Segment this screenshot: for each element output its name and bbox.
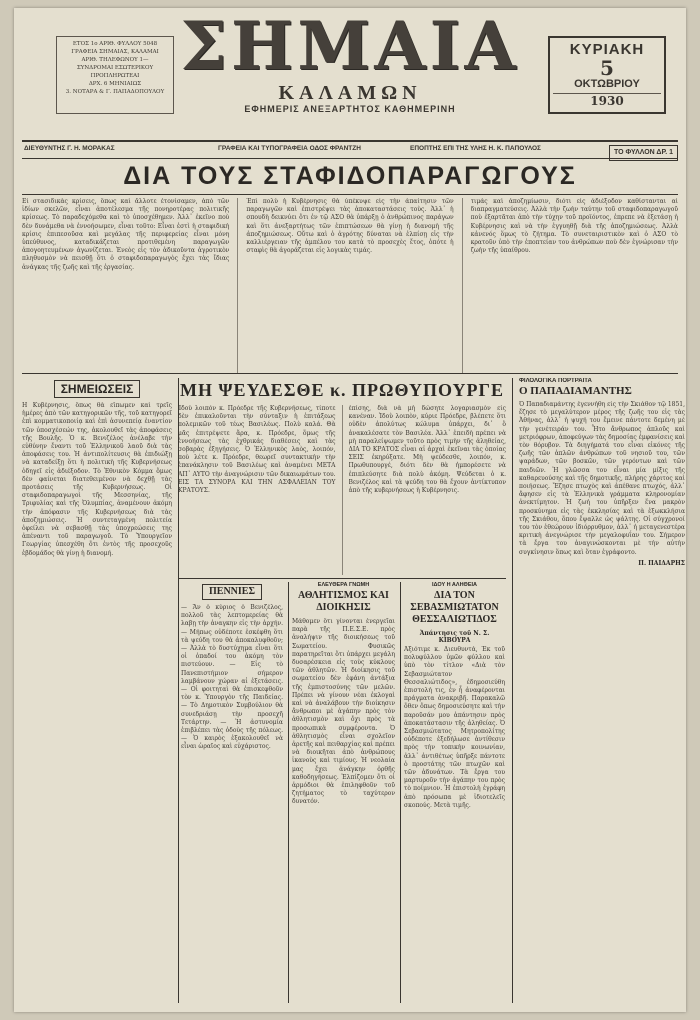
column-divider [462, 198, 463, 373]
newspaper-subtitle: ΕΦΗΜΕΡΙΣ ΑΝΕΞΑΡΤΗΤΟΣ ΚΑΘΗΜΕΡΙΝΗ [244, 104, 456, 114]
portrait-signature: Π. ΠΑΙΔΑΡΗΣ [638, 559, 685, 567]
left-ear-line: ΕΤΟΣ 1ο ΑΡΙΘ. ΦΥΛΛΟΥ 5048 [72, 41, 158, 47]
portrait-kicker: ΦΙΛΟΛΟΓΙΚΑ ΠΟΡΤΡΑΙΤΑ [519, 378, 592, 384]
athletics-title: ΑΘΛΗΤΙΣΜΟΣ ΚΑΙ ΔΙΟΙΚΗΣΙΣ [298, 590, 389, 613]
notes-title [22, 380, 172, 398]
athletics-text: Μάθομεν ὅτι γίνονται ἐνεργεῖαι παρὰ τῆς Π.Ε.Σ.Ε. πρὸς ἀναλήψιν τῆς διοικήσεως τοῦ Σωματείου. Φυσικῶς παρατηρεῖται ὅτι ὑπάρχει μεγάλη δυσαρέσκεια εἰς τοὺς κύκλους τῶν ἀθλητῶν. Ἡ διοίκησις τοῦ σωματείου δὲν ἐφάνη ἀντάξια τῆς ἐμπιστοσύνης τῶν μελῶν. Πρέπει νὰ γίνουν νέαι ἐκλογαὶ καὶ νὰ ἀναλάβουν τὴν διοίκησιν ἄνθρωποι μὲ ἀγάπην πρὸς τὸν ἀθλητισμὸν καὶ ὄχι πρὸς τὰ προσωπικὰ συμφέροντα. Ὁ ἀθλητισμὸς εἶναι σχολεῖον ἀρετῆς καὶ πειθαρχίας καὶ πρέπει νὰ διοικῆται ἀπὸ ἀνθρώπους ἱκανοὺς καὶ τιμίους. Ἡ νεολαία μας ἔχει ἀνάγκην ὀρθῆς καθοδηγήσεως. Ἐλπίζομεν ὅτι οἱ ἁρμόδιοι θὰ ἐπιληφθοῦν τοῦ ζητήματος τὸ ταχύτερον δυνατόν. [292, 618, 395, 806]
lead-column: τιμάς καὶ ἀποζημίωσιν, διότι εἰς ἀδιέξοδον καθίστανται αἱ διαπραγματεύσεις. Ἀλλὰ τὴν ζωὴν ταύτην τοῦ σταφιδοπαραγωγοῦ ποὺ ἐξαρτᾶται ἀπὸ τὴν τύχην τοῦ προϊόντος, ἐπρεπε νὰ ἐξετάσῃ ἡ Κυβέρνησις καὶ νὰ τὴν ἐγγυηθῇ διὰ τῆς ἀποζημιώσεως. Ἀλλὰ κἀνενός ὅμως τὸ ζήτημα. Τὸ συνεταιριστικὸν καὶ ὁ ΑΣΟ τὸ κρατοῦν ὑπὸ τὴν ἐποπτείαν του ἀνθρώπων ποὺ δὲν ἐγνώρισαν τὴν ζωὴν τῆς ὑπαίθρου. [470, 198, 678, 255]
notes-column [22, 378, 179, 1003]
lead-column: Ἐπὶ πολὺ ἡ Κυβέρνησις θὰ ὑπέκυψε εἰς τὴν ἀπαίτησιν τῶν παραγωγῶν καὶ ἐπιστρέψει τὰς ἀποκαταστάσεις τοὺς. Ἀλλ᾽ ἡ σπουδὴ δεικνύει ὅτι ἐν τῷ ΑΣΟ θὰ ὑπάρξῃ ὁ ἀνθρώπινος παράγων καὶ ὅτι ἀνεξαρτήτως τῶν ἐπιπτώσεων θὰ γίνῃ ἡ διανομὴ τῆς ἀποζημιώσεως. Οὔτω καὶ ὁ ἀγρότης δύναται νὰ ἐλπίσῃ εἰς τὴν καλλιέργειαν τῆς ἀμπέλου του κατὰ τὸ προσεχὲς ἔτος, ὁπότε ἡ σταφὶς θὰ ἀγοράζεται εἰς λογικὰς τιμάς. [246, 198, 454, 255]
date-day: ΚΥΡΙΑΚΗ [569, 41, 645, 58]
portrait-title: Ο ΠΑΠΑΔΙΑΜΑΝΤΗΣ [519, 385, 632, 397]
date-box [548, 36, 666, 114]
athletics-column [288, 582, 398, 1003]
issue-price: ΤΟ ΦΥΛΛΟΝ ΔΡ. 1 [609, 145, 678, 161]
date-year: 1930 [553, 93, 661, 108]
main-headline: ΔΙΑ ΤΟΥΣ ΣΤΑΦΙΔΟΠΑΡΑΓΩΓΟΥΣ [22, 162, 678, 195]
offices-credit: ΓΡΑΦΕΙΑ ΚΑΙ ΤΥΠΟΓΡΑΦΕΙΑ ΟΔΟΣ ΦΡΑΝΤΖΗ [218, 145, 361, 152]
notes-text: Η Κυβέρνησις, ὅπως θὰ εἴπωμεν καὶ τρεῖς ἡμέρες ἀπὸ τῶν κατηγορικῶν τῆς, τοῦ κατηγορεῖ ἐπὶ κομματικοποιίᾳ καὶ ἐπὶ ἀσυνεπείᾳ ἐναντίον τῶν ὑποσχέσεών της, ἀκολουθεῖ τὰς ἀποφάσεις τῆς Βουλῆς. Ὁ κ. Βενιζέλος ἀνέλαβε τὴν εὐθύνην ἔναντι τοῦ Ἑλληνικοῦ λαοῦ διὰ τὰς ἀποφάσεις του. Ἡ ἀντιπολίτευσις θὰ ἐπιδιώξῃ νὰ καταδείξῃ ὅτι ἡ πολιτικὴ τῆς Κυβερνήσεως ὁδηγεῖ εἰς ἀδιέξοδον. Τὸ Ἐθνικὸν Κόμμα ὅμως δὲν φαίνεται διατεθειμένον νὰ δεχθῇ τὰς προτάσεις τῆς Κυβερνήσεως. Οἱ σταφιδοπαραγωγοὶ τῆς Μεσσηνίας, τῆς Τριφυλίας καὶ τῆς Ὀλυμπίας, ἀναμένουν ἀκόμη τὴν ἀπόφασιν τῆς Κυβερνήσεως διὰ τὰς ἀποζημιώσεις. Ἡ συντεταγμένη πολιτεία ὀφείλει νὰ σεβασθῇ τὰς ὑποχρεώσεις της ἀπέναντι τοῦ παραγωγοῦ. Τὸ Ὑπουργεῖον Γεωργίας ὑπεσχέθη ὅτι ἐντὸς τῆς προσεχοῦς ἑβδομάδος θὰ γίνῃ ἡ διανομή. [22, 402, 172, 557]
pennies-title [181, 584, 283, 600]
truth-title: ΔΙΑ ΤΟΝ ΣΕΒΑΣΜΙΩΤΑΤΟΝ ΘΕΣΣΑΛΙΩΤΙΔΟΣ [410, 590, 499, 625]
pm-article-column: ἐπίσης, διὰ νὰ μὴ δώσητε λογαριασμὸν εἰς κανέναν. Ἰδοὺ λοιπὸν, κύριε Πρόεδρε, βλέπετε ὅτι οὐδὲν ἀπολύτως κώλυμα ὑπάρχει, δι᾽ ὃ ἀνακαλέσατε τὸν Βασιλέα. Ἀλλ᾽ ἐπειδὴ πρέπει νὰ μὴ παραλείψωμεν τοῦτο πρὸς τιμὴν τῆς ἀληθείας, ΔΙΑ ΤΟ ΚΡΑΤΟΣ εἶναι αἱ ἀρχαὶ ἐκεῖναι τὰς ὁποίας ΣΕΙΣ ἐκηρύξατε. Μὴ ψεύδεσθε, λοιπόν, κ. Πρωθυπουργέ, διότι δὲν θὰ ἠμπορέσετε νὰ ἐπιπλεύσητε διὰ πολὺ ἀκόμη. Ψεύδεται ὁ κ. Βενιζέλος καὶ τὰ ψεύδη του θὰ ἔχουν ἀντίκτυπον ἀπὸ τῆς κυβερνήσεως ἡ Κυβέρνησις. [348, 405, 506, 495]
portrait-column [512, 378, 685, 1003]
truth-subtitle: Ἀπάντησις τοῦ Ν. Σ. ΚΙΒΟΥΡΑ [419, 630, 490, 644]
lead-column: Εἰ στασιδικὰς κρίσεις, ὅπως καὶ ἄλλοτε ἐτονίσαμεν, ἀπὸ τῶν ἰδίων σκελῶν, εἶναι ἀποτέλεσμα τῆς πονηροτέρας πολιτικῆς κρίσεως. Τὸ παραδεχόμεθα καὶ τὸ ὑποσχέθημεν. Ἀλλ᾽ ἐκεῖνο ποὺ δὲν δυνάμεθα νὰ ἐννοήσωμεν, εἶναι τοῦτο: Εἶναι ἐστὶ ἡ σταφιδικὴ κρίσις ἐπιπεσοῦσα καὶ μεγάλας τῆς περιφερείας εἶναι μόνη ὑπεύθυνος, καταδικάζεται προτιθεμένη παραγωγῶν ἀπογοητευμένων ἀγωνίζεται. Ἐνεὸς εἰς τὸν ἀδικοῦντα ἀγροτικὸν πληθυσμὸν νὰ πεισθῇ ὅτι ὁ σταφιδοπαραγωγὸς ἔχει τὰς ἴδιας ἀνάγκας τῆς ζωῆς καὶ τῆς ἐργασίας. [22, 198, 230, 271]
truth-column [400, 582, 508, 1003]
left-ear-line: ΓΡΑΦΕΙΑ ΣΗΜΑΙΑΣ, ΚΑΛΑΜΑΙ [71, 49, 159, 55]
newspaper-city: ΚΑΛΑΜΩΝ [278, 82, 422, 104]
pennies-column [178, 582, 286, 1003]
pm-article-column: Ἰδοὺ λοιπόν κ. Πρόεδρε τῆς Κυβερνήσεως, τίποτε δὲν ἐπικαλοῦνται τὴν σύνταξιν ἡ ἐπιτάξεως πολεμικῶν τοῦ τέως Βασιλέως. Πολὺ καλά. Θὰ μᾶς ἐπιτρέψετε ἄρα, κ. Πρόεδρε, ὅμως τῆς ἐννοήσεως τὰς ἐχθρικάς διαθέσεις καὶ τὰς σοβαρὰς ἐξηγήσεις. Ὁ Ἑλληνικὸς λαὸς, λοιπόν, ποὺ λέτε κ. Πρόεδρε, θεωρεῖ συντακτικὴν τὴν ἐπανάκλησιν τοῦ Βασιλέως καὶ ἀναμένει ΜΕΤΑ ΑΠ᾽ ΑΥΤΟ τὴν ἀναγνώρισιν τῶν δικαιωμάτων του. ΕΙΣ ΤΑ ΣΥΝΟΡΑ ΚΑΙ ΤΗΝ ΑΣΦΑΛΕΙΑΝ ΤΟΥ ΚΡΑΤΟΥΣ. [178, 405, 336, 495]
left-ear-line: ΣΥΝΔΡΟΜΑΙ ΕΣΩΤΕΡΙΚΟΥ ΠΡΟΠΛΗΡΩΤΕΑΙ [76, 65, 154, 79]
notes-title-text: ΣΗΜΕΙΩΣΕΙΣ [54, 380, 141, 398]
athletics-kicker: ΕΛΕΥΘΕΡΑ ΓΝΩΜΗ [317, 582, 370, 588]
pm-article-title: ΜΗ ΨΕΥΔΕΣΘΕ κ. ΠΡΩΘΥΠΟΥΡΓΕ [180, 380, 504, 400]
column-divider [342, 405, 343, 575]
column-divider [237, 198, 238, 373]
left-ear-line: ΑΡΙΘ. ΤΗΛΕΦΩΝΟΥ 1— [81, 57, 149, 63]
left-ear-line: 3. ΝΟΤΑΡΑ & Γ. ΠΑΠΑΔΟΠΟΥΛΟΥ [65, 89, 165, 95]
truth-text: Ἀξιότιμε κ. Διευθυντά, Ἐκ τοῦ πολυφύλλου ὑμῶν φύλλου καὶ ὑπὸ τὸν τίτλον «Διὰ τὸν Σεβασμιώτατον Θεσσαλιώτιδος», ἐδημοσιεύθη ἐπιστολή τις, ἐν ἧ ἀναφέρονται πράγματα ἀνακριβῆ. Παρακαλῶ ὅθεν ὅπως δημοσιεύσητε καὶ τὴν παροῦσάν μου ἀπάντησιν πρὸς ἀποκατάστασιν τῆς ἀληθείας. Ὁ Σεβασμιώτατος Μητροπολίτης οὐδέποτε ἐξεδήλωσε ἀντίθεσιν πρὸς τὴν τοπικὴν κοινωνίαν, ἀλλ᾽ ἀντιθέτως ὑπῆρξε πάντοτε ὁ προστάτης τῶν πτωχῶν καὶ τῶν ἀδυνάτων. Τὰ ἔργα του μαρτυροῦν τὴν ἀγάπην του πρὸς τὸ ποίμνιον. Ἡ ἐπιστολὴ ἐγράφη ἀπὸ πρόσωπα μὲ ἰδιοτελεῖς σκοπούς. Μετὰ τιμῆς. [404, 646, 505, 809]
director-credit: ΔΙΕΥΘΥΝΤΗΣ Γ. Η. ΜΟΡΑΚΑΣ [24, 145, 115, 152]
info-bar [22, 142, 678, 159]
date-month: ΟΚΤΩΒΡΙΟΥ [574, 78, 640, 90]
masthead-left-ear [56, 36, 174, 114]
pennies-text: — Ἄν ὁ κύριος ὁ Βενιζέλος, πολλοῦ τὰς λεπτομερείας θὰ λαβῃ τὴν ἀναγκην εἰς τὴν ἀρχήν. — Μήπως οὐδέποτε ἐσκέφθη ὅτι τὰ ψεύδη του θὰ ἀποκαλυφθοῦν; — Ἀλλὰ τὸ δυστύχημα εἶναι ὅτι οἱ ὀπαδοί του ἀκόμη τὸν πιστεύουν. — Εἰς τὸ Πανεπιστήμιον σήμερον λαμβάνουν χώραν αἱ ἐξετάσεις. — Οἱ φοιτηταὶ θὰ ἐπισκεφθοῦν τὸν κ. Ὑπουργὸν τῆς Παιδείας. — Τὸ Δημοτικὸν Συμβούλιον θὰ συνεδριάσῃ τὴν προσεχῆ Τετάρτην. — Ἡ ἀστυνομία ἐπιβλέπει τὰς ὁδοὺς τῆς πόλεως. — Ὁ καιρὸς ἐξακολουθεῖ νὰ εἶναι ὡραῖος καὶ εὐχάριστος. [181, 604, 283, 751]
newspaper-title: ΣΗΜΑΙΑ [180, 8, 520, 85]
date-number: 5 [600, 56, 614, 80]
truth-kicker: ΙΔΟΥ Η ΑΛΗΘΕΙΑ [431, 582, 477, 588]
left-ear-line: ΔΡΧ. 6 ΜΗΝΙΑΙΩΣ [88, 81, 142, 87]
editor-credit: ΕΠΟΠΤΗΣ ΕΠΙ ΤΗΣ ΥΛΗΣ Η. Κ. ΠΑΠΟΥΛΟΣ [410, 145, 541, 152]
newspaper-page [14, 8, 686, 1012]
portrait-text: Ὁ Παπαδιαμάντης ἐγεννήθη εἰς τὴν Σκιάθον τῷ 1851, ἔζησε τὸ μεγαλύτερον μέρος τῆς ζωῆς του εἰς τὰς Ἀθήνας, ἀλλ᾽ ἡ ψυχή του ἔμεινε πάντοτε δεμένη μὲ τὴν γενέτειράν του. Ἦτο ἄνθρωπος ἁπλοῦς καὶ μετριόφρων, ἀποφεύγων τὰς δημοσίας ἐμφανίσεις καὶ τὸν θόρυβον. Τὰ διηγήματά του εἶναι εἰκόνες τῆς ζωῆς τῶν ἁπλῶν ἀνθρώπων τοῦ νησιοῦ του, τῶν ψαράδων, τῶν βοσκῶν, τῶν γερόντων καὶ τῶν παιδιῶν. Ἡ γλῶσσα του εἶναι μία μίξις τῆς καθαρευούσης καὶ τῆς δημοτικῆς, πλήρης χάριτος καὶ ποιήσεως. Ἔζησε πτωχὸς καὶ ἀπέθανε πτωχός, ἀλλ᾽ ἄφησεν εἰς τὰ Ἑλληνικὰ γράμματα κληρονομίαν ἀνεκτίμητον. Ἡ ζωή του ὑπῆρξεν ἕνα μακρὸν προσκύνημα εἰς τὰς ἐκκλησίας καὶ τὰ ἐξωκκλήσια τῆς Σκιάθου, ὅπου ἔψαλλε ὡς ψάλτης. Οἱ σύγχρονοί του τὸν ἐθεώρουν ἰδιόρρυθμον, ἀλλ᾽ ἡ μεταγενεστέρα κριτικὴ ἀνεγνώρισε τὴν μεγαλοφυΐαν του. Σήμερον τὰ ἔργα του ἀναγινώσκονται μὲ τὴν αὐτὴν συγκίνησιν ὅπως καὶ ὅταν ἐγράφοντο. [519, 401, 685, 556]
pm-article [178, 378, 506, 579]
pennies-title-text: ΠΕΝΝΙΕΣ [202, 584, 262, 600]
masthead [22, 8, 678, 142]
lead-article [22, 198, 678, 374]
